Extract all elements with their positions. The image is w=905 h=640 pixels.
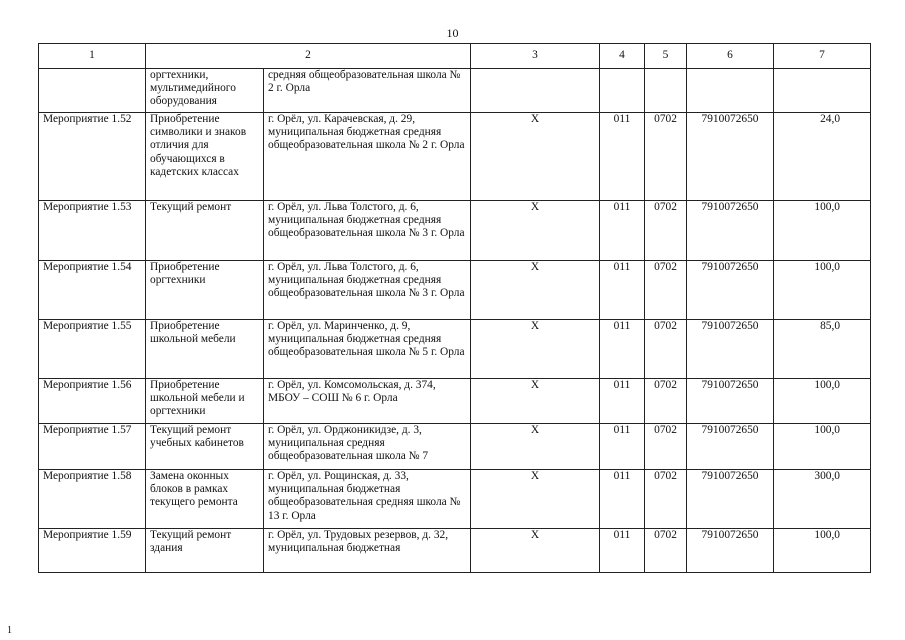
measure-cell: Мероприятие 1.54 (39, 261, 146, 320)
table-row (39, 470, 871, 529)
amount-cell (774, 69, 871, 113)
amount-cell: 100,0 (774, 379, 871, 424)
col5-cell: 0702 (645, 379, 687, 424)
col4-cell: 011 (600, 379, 645, 424)
col5-cell: 0702 (645, 201, 687, 261)
address-cell: г. Орёл, ул. Маринченко, д. 9, муниципальная бюджетная средняя общеобразовательная школа № 5 г. Орла (264, 320, 471, 379)
amount-cell: 100,0 (774, 424, 871, 470)
col3-cell: Х (471, 320, 600, 379)
col3-cell: Х (471, 424, 600, 470)
col3-cell (471, 69, 600, 113)
table-row (39, 529, 871, 573)
measure-cell: Мероприятие 1.58 (39, 470, 146, 529)
page-number: 10 (446, 26, 459, 40)
table-row (39, 379, 871, 424)
measure-cell: Мероприятие 1.56 (39, 379, 146, 424)
col3-cell: Х (471, 201, 600, 261)
description-cell: Текущий ремонт учебных кабинетов (146, 424, 264, 470)
col6-cell: 7910072650 (687, 261, 774, 320)
measure-cell (39, 69, 146, 113)
measure-cell: Мероприятие 1.52 (39, 113, 146, 201)
col3-cell: Х (471, 379, 600, 424)
col3-cell: Х (471, 470, 600, 529)
col6-cell (687, 69, 774, 113)
table-row (39, 424, 871, 470)
amount-cell: 85,0 (774, 320, 871, 379)
measure-cell: Мероприятие 1.57 (39, 424, 146, 470)
measure-cell: Мероприятие 1.59 (39, 529, 146, 573)
header-col-7: 7 (774, 44, 871, 69)
description-cell: оргтехники, мультимедийного оборудования (146, 69, 264, 113)
col6-cell: 7910072650 (687, 424, 774, 470)
description-cell: Текущий ремонт здания (146, 529, 264, 573)
description-cell: Текущий ремонт (146, 201, 264, 261)
amount-cell: 300,0 (774, 470, 871, 529)
address-cell: г. Орёл, ул. Льва Толстого, д. 6, муниципальная бюджетная средняя общеобразовательная школа № 3 г. Орла (264, 201, 471, 261)
col5-cell: 0702 (645, 320, 687, 379)
col6-cell: 7910072650 (687, 201, 774, 261)
col6-cell: 7910072650 (687, 113, 774, 201)
amount-cell: 24,0 (774, 113, 871, 201)
col5-cell: 0702 (645, 529, 687, 573)
amount-cell: 100,0 (774, 201, 871, 261)
address-cell: г. Орёл, ул. Карачевская, д. 29, муниципальная бюджетная средняя общеобразовательная школа № 2 г. Орла (264, 113, 471, 201)
col6-cell: 7910072650 (687, 529, 774, 573)
header-col-5: 5 (645, 44, 687, 69)
col3-cell: Х (471, 261, 600, 320)
description-cell: Замена оконных блоков в рамках текущего ремонта (146, 470, 264, 529)
header-col-4: 4 (600, 44, 645, 69)
col6-cell: 7910072650 (687, 379, 774, 424)
description-cell: Приобретение символики и знаков отличия для обучающихся в кадетских классах (146, 113, 264, 201)
col5-cell (645, 69, 687, 113)
description-cell: Приобретение оргтехники (146, 261, 264, 320)
col5-cell: 0702 (645, 470, 687, 529)
header-row (39, 44, 871, 69)
header-col-2: 2 (146, 44, 471, 69)
description-cell: Приобретение школьной мебели (146, 320, 264, 379)
address-cell: г. Орёл, ул. Орджоникидзе, д. 3, муниципальная средняя общеобразовательная школа № 7 (264, 424, 471, 470)
amount-cell: 100,0 (774, 529, 871, 573)
address-cell: г. Орёл, ул. Комсомольская, д. 374, МБОУ – СОШ № 6 г. Орла (264, 379, 471, 424)
address-cell: г. Орёл, ул. Трудовых резервов, д. 32, муниципальная бюджетная (264, 529, 471, 573)
table-row (39, 201, 871, 261)
col3-cell: Х (471, 529, 600, 573)
col4-cell: 011 (600, 470, 645, 529)
col3-cell: Х (471, 113, 600, 201)
table-row (39, 69, 871, 113)
address-cell: г. Орёл, ул. Рощинская, д. 33, муниципальная бюджетная общеобразовательная средняя школа № 13 г. Орла (264, 470, 471, 529)
col5-cell: 0702 (645, 113, 687, 201)
address-cell: г. Орёл, ул. Льва Толстого, д. 6, муниципальная бюджетная средняя общеобразовательная школа № 3 г. Орла (264, 261, 471, 320)
col4-cell: 011 (600, 424, 645, 470)
col4-cell (600, 69, 645, 113)
col4-cell: 011 (600, 261, 645, 320)
address-cell: средняя общеобразовательная школа № 2 г. Орла (264, 69, 471, 113)
corner-mark: 1 (7, 625, 12, 636)
col4-cell: 011 (600, 201, 645, 261)
table-row (39, 320, 871, 379)
table-row (39, 113, 871, 201)
budget-table (38, 43, 871, 573)
col5-cell: 0702 (645, 424, 687, 470)
header-col-6: 6 (687, 44, 774, 69)
col6-cell: 7910072650 (687, 470, 774, 529)
header-col-3: 3 (471, 44, 600, 69)
col4-cell: 011 (600, 113, 645, 201)
col6-cell: 7910072650 (687, 320, 774, 379)
amount-cell: 100,0 (774, 261, 871, 320)
col4-cell: 011 (600, 529, 645, 573)
header-col-1: 1 (39, 44, 146, 69)
description-cell: Приобретение школьной мебели и оргтехники (146, 379, 264, 424)
col5-cell: 0702 (645, 261, 687, 320)
measure-cell: Мероприятие 1.55 (39, 320, 146, 379)
table-row (39, 261, 871, 320)
measure-cell: Мероприятие 1.53 (39, 201, 146, 261)
col4-cell: 011 (600, 320, 645, 379)
